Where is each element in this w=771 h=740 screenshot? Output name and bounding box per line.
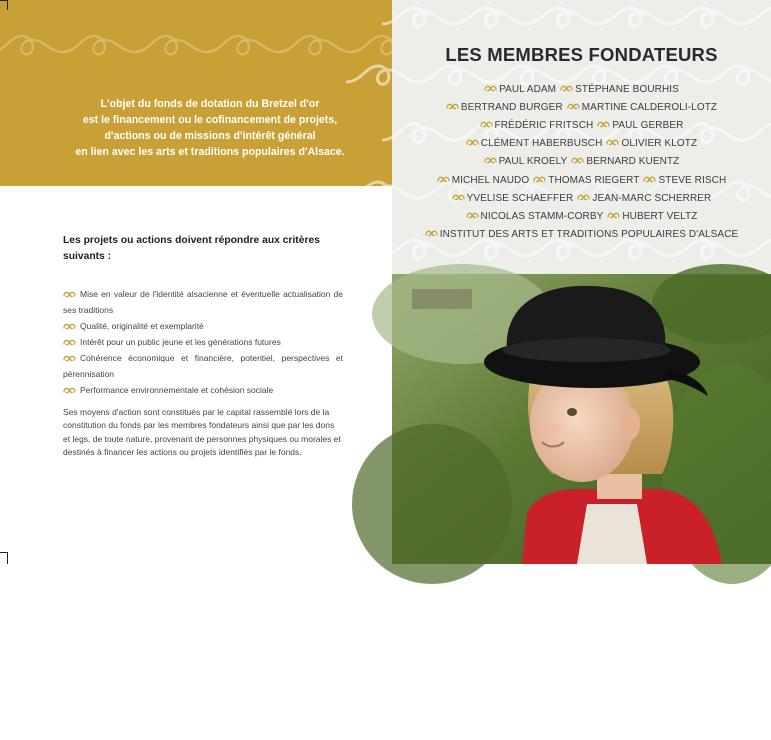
crop-mark bbox=[7, 552, 8, 564]
member-name: PAUL KROELY bbox=[498, 156, 568, 168]
criteria-item bbox=[63, 383, 343, 399]
criteria-item-text: Mise en valeur de l'identité alsacienne et éventuelle actualisation de ses traditions bbox=[63, 289, 343, 316]
member-name: MARTINE CALDEROLI-LOTZ bbox=[581, 101, 718, 113]
criteria-item bbox=[63, 287, 343, 319]
member-item bbox=[567, 102, 717, 113]
member-name: JEAN-MARC SCHERRER bbox=[592, 192, 712, 204]
members-row bbox=[392, 98, 771, 116]
bretzel-icon bbox=[63, 320, 76, 335]
member-item bbox=[466, 138, 603, 149]
bretzel-icon bbox=[63, 384, 76, 399]
member-name: HUBERT VELTZ bbox=[622, 210, 698, 222]
member-item bbox=[643, 175, 726, 186]
criteria-item-text: Qualité, originalité et exemplarité bbox=[80, 320, 204, 331]
members-row bbox=[392, 226, 771, 244]
criteria-item bbox=[63, 351, 343, 383]
crop-mark bbox=[7, 0, 8, 10]
member-item bbox=[560, 84, 679, 95]
bretzel-icon bbox=[567, 102, 580, 113]
bretzel-icon bbox=[484, 156, 497, 167]
members-row bbox=[392, 171, 771, 189]
member-item bbox=[480, 120, 594, 131]
intro-line: est le financement ou le cofinancement de projets, bbox=[82, 114, 338, 126]
bretzel-icon bbox=[437, 175, 450, 186]
criteria-item-text: Intérêt pour un public jeune et les générations futures bbox=[80, 336, 281, 347]
member-item bbox=[484, 84, 556, 95]
criteria-item bbox=[63, 335, 343, 351]
bretzel-icon bbox=[484, 84, 497, 95]
member-item bbox=[606, 138, 697, 149]
bretzel-icon bbox=[577, 193, 590, 204]
member-item bbox=[425, 229, 739, 240]
bretzel-icon bbox=[466, 211, 479, 222]
right-page bbox=[392, 0, 771, 740]
members-title: LES MEMBRES FONDATEURS bbox=[445, 44, 718, 65]
member-name: MICHEL NAUDO bbox=[451, 174, 530, 186]
bretzel-icon bbox=[63, 352, 76, 367]
member-name: FRÉDÉRIC FRITSCH bbox=[494, 119, 594, 131]
member-item bbox=[607, 211, 697, 222]
member-item bbox=[446, 102, 563, 113]
bretzel-icon bbox=[607, 211, 620, 222]
member-name: OLIVIER KLOTZ bbox=[621, 138, 698, 150]
member-item bbox=[577, 193, 711, 204]
members-row bbox=[392, 135, 771, 153]
member-name: STEVE RISCH bbox=[658, 174, 727, 186]
intro-line: en lien avec les arts et traditions populaires d'Alsace. bbox=[75, 146, 345, 158]
photo-child-traditional-hat bbox=[392, 274, 771, 740]
members-row bbox=[392, 116, 771, 134]
member-item bbox=[437, 175, 530, 186]
member-name: BERTRAND BURGER bbox=[460, 101, 563, 113]
bretzel-icon bbox=[446, 102, 459, 113]
member-item bbox=[533, 175, 639, 186]
members-list bbox=[392, 80, 771, 244]
member-name: PAUL ADAM bbox=[499, 83, 557, 95]
bretzel-icon bbox=[571, 156, 584, 167]
members-row bbox=[392, 207, 771, 225]
loop-pattern bbox=[0, 28, 392, 68]
intro-text bbox=[40, 96, 380, 160]
member-name: STÉPHANE BOURHIS bbox=[575, 83, 679, 95]
bretzel-icon bbox=[480, 120, 493, 131]
bretzel-icon bbox=[606, 138, 619, 149]
bretzel-icon bbox=[63, 288, 76, 303]
left-page bbox=[0, 0, 392, 564]
members-row bbox=[392, 153, 771, 171]
member-item bbox=[597, 120, 683, 131]
member-name: CLÉMENT HABERBUSCH bbox=[480, 138, 603, 150]
member-name: BERNARD KUENTZ bbox=[586, 156, 680, 168]
bretzel-icon bbox=[452, 193, 465, 204]
bretzel-icon bbox=[533, 175, 546, 186]
bretzel-icon bbox=[466, 138, 479, 149]
member-item bbox=[571, 156, 679, 167]
member-item bbox=[484, 156, 568, 167]
criteria-item bbox=[63, 319, 343, 335]
criteria-item-text: Cohérence économique et financière, potentiel, perspectives et pérennisation bbox=[63, 353, 343, 380]
intro-band bbox=[0, 0, 392, 186]
members-row bbox=[392, 189, 771, 207]
bretzel-icon bbox=[425, 229, 438, 240]
member-item bbox=[466, 211, 604, 222]
member-name: NICOLAS STAMM-CORBY bbox=[480, 210, 604, 222]
members-panel bbox=[392, 0, 771, 274]
bretzel-icon bbox=[560, 84, 573, 95]
bretzel-icon bbox=[597, 120, 610, 131]
member-name: YVELISE SCHAEFFER bbox=[466, 192, 574, 204]
photo-credit: Photo Marie Brannebau bbox=[746, 687, 752, 740]
intro-line: d'actions ou de missions d'intérêt général bbox=[104, 130, 316, 142]
criteria-title: Les projets ou actions doivent répondre aux critères suivants : bbox=[63, 235, 320, 262]
criteria-item-text: Performance environnementale et cohésion sociale bbox=[80, 384, 274, 395]
member-item bbox=[452, 193, 574, 204]
members-row bbox=[392, 80, 771, 98]
means-paragraph: Ses moyens d'action sont constitués par le capital rassemblé lors de la constitution du fonds par les membres fondateurs ainsi que par les dons et legs, de toute nature, provenant de personnes physiques ou morales et destinés à financer les actions ou projets identifiés par le fonds. bbox=[63, 407, 341, 457]
member-name: INSTITUT DES ARTS ET TRADITIONS POPULAIRES D'ALSACE bbox=[439, 229, 739, 241]
intro-line: L'objet du fonds de dotation du Bretzel d'or bbox=[100, 98, 320, 110]
member-name: THOMAS RIEGERT bbox=[548, 174, 640, 186]
criteria-list bbox=[63, 287, 343, 399]
bretzel-icon bbox=[643, 175, 656, 186]
bretzel-icon bbox=[63, 336, 76, 351]
member-name: PAUL GERBER bbox=[612, 119, 684, 131]
